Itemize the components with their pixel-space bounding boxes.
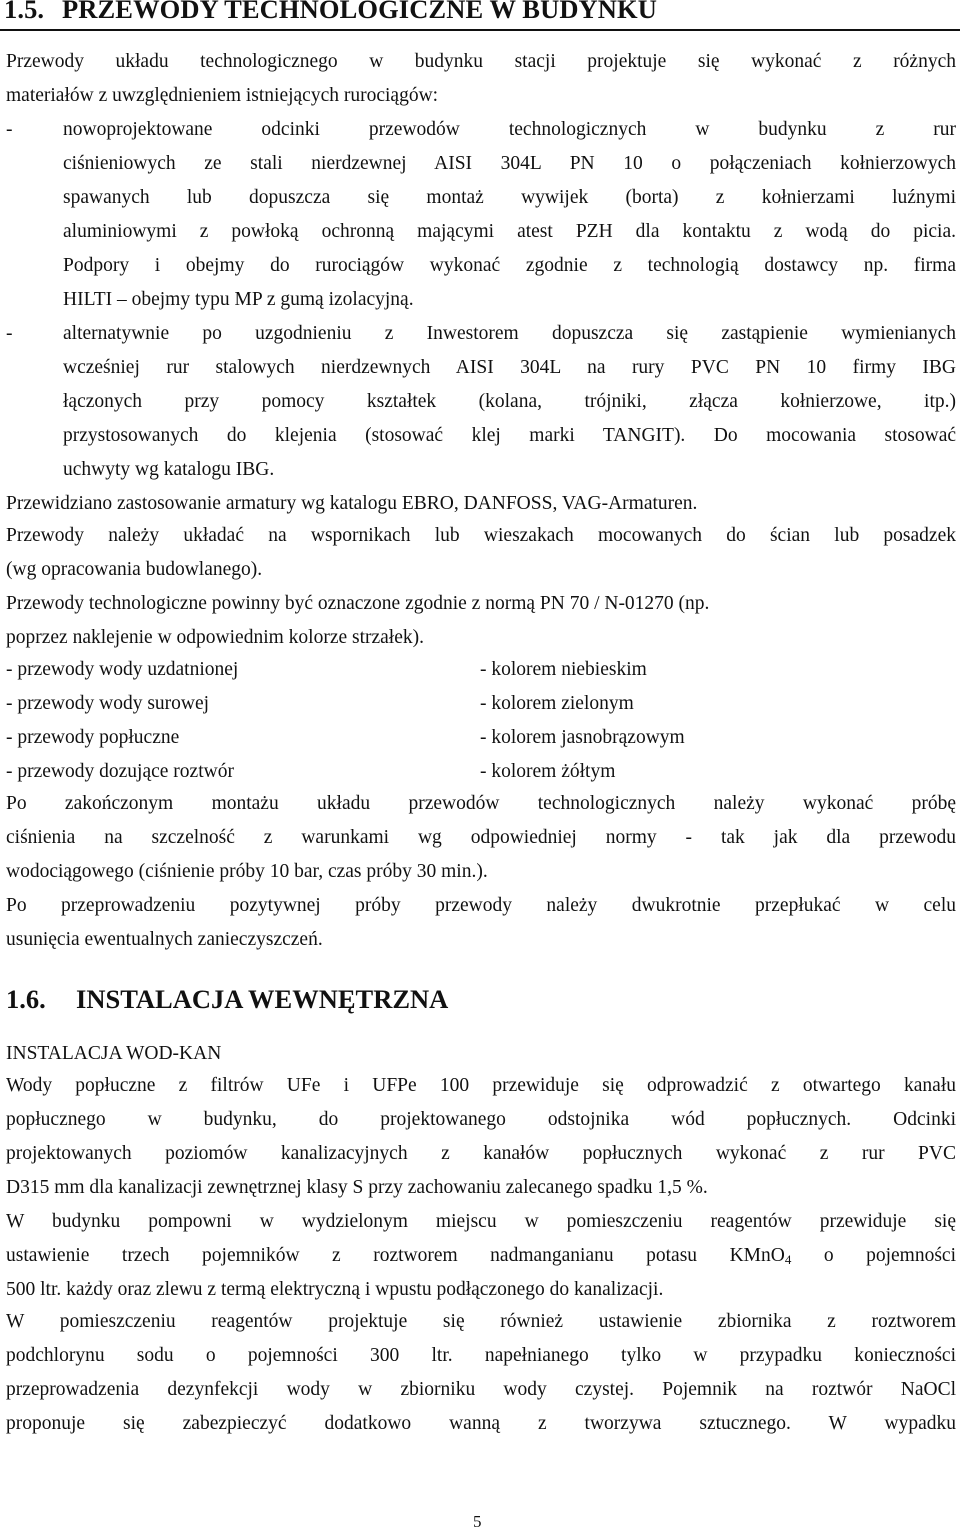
text-line: ciśnieniowych ze stali nierdzewnej AISI 304L PN 10 o połączeniach kołnierzowych [63, 153, 956, 174]
text-line: Przewody układu technologicznego w budynku stacji projektuje się wykonać z różnych [6, 51, 956, 72]
text-line: 500 ltr. każdy oraz zlewu z termą elektryczną i wpustu podłączonego do kanalizacji. [6, 1279, 664, 1300]
text-line: przeprowadzenia dezynfekcji wody w zbiorniku wody czystej. Pojemnik na roztwór NaOCl [6, 1379, 956, 1400]
text-line: popłucznego w budynku, do projektowanego odstojnika wód popłucznych. Odcinki [6, 1109, 956, 1130]
text-line: Podpory i obejmy do rurociągów wykonać zgodnie z technologią dostawcy np. firma [63, 255, 956, 276]
text-line [6, 1239, 956, 1273]
text-line: Wody popłuczne z filtrów UFe i UFPe 100 przewiduje się odprowadzić z otwartego kanału [6, 1075, 956, 1096]
text-line: poprzez naklejenie w odpowiednim kolorze strzałek). [6, 627, 425, 648]
plukanie-paragraph [6, 889, 956, 957]
text-line: W pomieszczeniu reagentów projektuje się również ustawienie zbiornika z roztworem [6, 1311, 956, 1332]
text-line: nowoprojektowane odcinki przewodów technologicznych w budynku z rur [63, 119, 956, 140]
text-line: projektowanych poziomów kanalizacyjnych z kanałów popłucznych wykonać z rur PVC [6, 1143, 956, 1164]
uklad-paragraph [6, 519, 956, 587]
text-line: przystosowanych do klejenia (stosować klej marki TANGIT). Do mocowania stosować [63, 425, 956, 446]
text-fragment: ustawienie trzech pojemników z roztworem nadmanganianu potasu KMnO [6, 1245, 785, 1266]
text-line: D315 mm dla kanalizacji zewnętrznej klasy S przy zachowaniu zalecanego spadku 1,5 %. [6, 1177, 708, 1198]
text-line: HILTI – obejmy typu MP z gumą izolacyjną. [63, 289, 414, 310]
text-line: wcześniej rur stalowych nierdzewnych AISI 304L na rury PVC PN 10 firmy IBG [63, 357, 956, 378]
text-line: proponuje się zabezpieczyć dodatkowo wanną z tworzywa sztucznego. W wypadku [6, 1413, 956, 1434]
text-line: Przewidziano zastosowanie armatury wg katalogu EBRO, DANFOSS, VAG-Armaturen. [6, 493, 698, 514]
text-line: ciśnienia na szczelność z warunkami wg odpowiedniej normy - tak jak dla przewodu [6, 827, 956, 848]
oznaczenie-paragraph [6, 587, 956, 655]
section-title: PRZEWODY TECHNOLOGICZNE W BUDYNKU [62, 0, 657, 24]
intro-paragraph [6, 45, 956, 113]
text-line: uchwyty wg katalogu IBG. [63, 459, 275, 480]
text-line: Przewody należy układać na wspornikach lub wieszakach mocowanych do ścian lub posadzek [6, 525, 956, 546]
section-heading-1-6 [6, 984, 448, 1015]
list-item: - przewody wody uzdatnionej [6, 659, 239, 680]
list-item: - przewody wody surowej [6, 693, 210, 714]
list-item: - przewody popłuczne [6, 727, 180, 748]
section-number: 1.6. [6, 984, 46, 1014]
list-dash: - [6, 323, 13, 344]
color-value: - kolorem zielonym [480, 693, 634, 714]
text-line: Po zakończonym montażu układu przewodów technologicznych należy wykonać próbę [6, 793, 956, 814]
list-item: - przewody dozujące roztwór [6, 761, 234, 782]
page-number: 5 [473, 1512, 482, 1531]
text-line: materiałów z uwzględnieniem istniejących rurociągów: [6, 85, 439, 106]
color-value: - kolorem niebieskim [480, 659, 647, 680]
wody-paragraph [6, 1069, 956, 1205]
subscript: 4 [784, 1252, 792, 1267]
section-heading-1-5 [4, 0, 657, 24]
text-line: Po przeprowadzeniu pozytywnej próby przewody należy dwukrotnie przepłukać w celu [6, 895, 956, 916]
list-dash: - [6, 119, 13, 140]
section-number: 1.5. [4, 0, 45, 24]
text-line: W budynku pompowni w wydzielonym miejscu w pomieszczeniu reagentów przewiduje się [6, 1211, 956, 1232]
text-line: usunięcia ewentualnych zanieczyszczeń. [6, 929, 323, 950]
text-line: wodociągowego (ciśnienie próby 10 bar, czas próby 30 min.). [6, 861, 488, 882]
proba-paragraph [6, 787, 956, 889]
text-fragment: o pojemności [791, 1245, 957, 1266]
pipe-color-values [480, 653, 685, 789]
color-value: - kolorem żółtym [480, 761, 616, 782]
list-item-1 [63, 113, 956, 317]
text-line: łączonych przy pomocy kształtek (kolana, trójniki, złącza kołnierzowe, itp.) [63, 391, 956, 412]
text-line: Przewody technologiczne powinny być oznaczone zgodnie z normą PN 70 / N-01270 (np. [6, 593, 710, 614]
text-line: aluminiowymi z powłoką ochronną mającymi atest PZH dla kontaktu z wodą do picia. [63, 221, 956, 242]
pompownia-paragraph [6, 1205, 956, 1307]
text-line: podchlorynu sodu o pojemności 300 ltr. napełnianego tylko w przypadku konieczności [6, 1345, 956, 1366]
section-title: INSTALACJA WEWNĘTRZNA [76, 984, 449, 1014]
color-value: - kolorem jasnobrązowym [480, 727, 685, 748]
armatura-paragraph [6, 487, 956, 521]
text-line: alternatywnie po uzgodnieniu z Inwestorem dopuszcza się zastąpienie wymienianych [63, 323, 956, 344]
list-item-2 [63, 317, 956, 487]
reagenty-paragraph [6, 1305, 956, 1441]
text-line: (wg opracowania budowlanego). [6, 559, 263, 580]
heading-rule [0, 29, 960, 31]
text-line: spawanych lub dopuszcza się montaż wywijek (borta) z kołnierzami luźnymi [63, 187, 956, 208]
subsection-title: INSTALACJA WOD-KAN [6, 1043, 222, 1064]
